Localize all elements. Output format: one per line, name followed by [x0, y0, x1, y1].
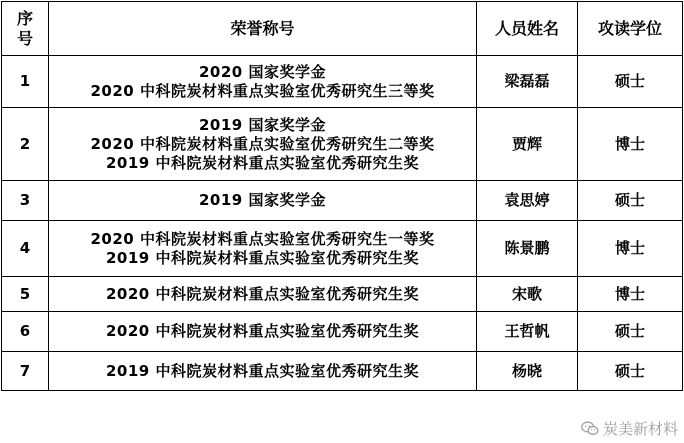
- header-seq-top: 序: [16, 8, 33, 28]
- row-degree: 博士: [578, 277, 683, 312]
- row-seq: 3: [2, 181, 49, 221]
- row-seq: 4: [2, 221, 49, 277]
- row-name: 陈景鹏: [477, 221, 578, 277]
- row-honors: [49, 221, 477, 277]
- table-row: [2, 277, 683, 312]
- row-degree: 硕士: [578, 312, 683, 352]
- honor-line: 2020 中科院炭材料重点实验室优秀研究生二等奖: [90, 134, 435, 153]
- row-name: 袁思婷: [477, 181, 578, 221]
- row-degree: 博士: [578, 221, 683, 277]
- row-name: 宋歌: [477, 277, 578, 312]
- row-seq: 1: [2, 56, 49, 108]
- header-seq: [2, 2, 49, 56]
- row-degree: 博士: [578, 108, 683, 181]
- row-honors: [49, 352, 477, 391]
- watermark-text: 炭美新材料: [602, 420, 678, 438]
- row-honors: [49, 108, 477, 181]
- table-row: [2, 56, 683, 108]
- table-row: [2, 352, 683, 391]
- row-degree: 硕士: [578, 56, 683, 108]
- row-seq: 5: [2, 277, 49, 312]
- row-seq: 2: [2, 108, 49, 181]
- row-degree: 硕士: [578, 352, 683, 391]
- honor-line: 2020 中科院炭材料重点实验室优秀研究生三等奖: [90, 81, 435, 100]
- row-honors: [49, 56, 477, 108]
- row-name: 王哲帆: [477, 312, 578, 352]
- honor-line: 2019 中科院炭材料重点实验室优秀研究生奖: [106, 153, 419, 172]
- header-honor: 荣誉称号: [49, 2, 477, 56]
- row-honors: [49, 181, 477, 221]
- honor-line: 2019 中科院炭材料重点实验室优秀研究生奖: [106, 248, 419, 267]
- honor-line: 2019 国家奖学金: [199, 191, 326, 209]
- honor-line: 2020 中科院炭材料重点实验室优秀研究生一等奖: [90, 229, 435, 248]
- table-row: [2, 108, 683, 181]
- honor-line: 2019 中科院炭材料重点实验室优秀研究生奖: [106, 361, 419, 380]
- row-seq: 7: [2, 352, 49, 391]
- table-row: [2, 312, 683, 352]
- header-seq-bottom: 号: [16, 28, 33, 48]
- honor-line: 2020 中科院炭材料重点实验室优秀研究生奖: [106, 322, 419, 340]
- honor-line: 2020 国家奖学金: [199, 62, 326, 81]
- row-name: 杨晓: [477, 352, 578, 391]
- row-honors: [49, 312, 477, 352]
- table-row: [2, 221, 683, 277]
- honor-line: 2020 中科院炭材料重点实验室优秀研究生奖: [106, 284, 419, 303]
- watermark: [581, 418, 678, 439]
- row-honors: [49, 277, 477, 312]
- row-seq: 6: [2, 312, 49, 352]
- row-name: 贾辉: [477, 108, 578, 181]
- header-name: 人员姓名: [477, 2, 578, 56]
- header-degree: 攻读学位: [578, 2, 683, 56]
- row-degree: 硕士: [578, 181, 683, 221]
- header-row: [2, 2, 683, 56]
- table-row: [2, 181, 683, 221]
- wechat-icon: [581, 421, 599, 436]
- row-name: 梁磊磊: [477, 56, 578, 108]
- honors-table: [1, 1, 683, 391]
- honor-line: 2019 国家奖学金: [199, 115, 326, 134]
